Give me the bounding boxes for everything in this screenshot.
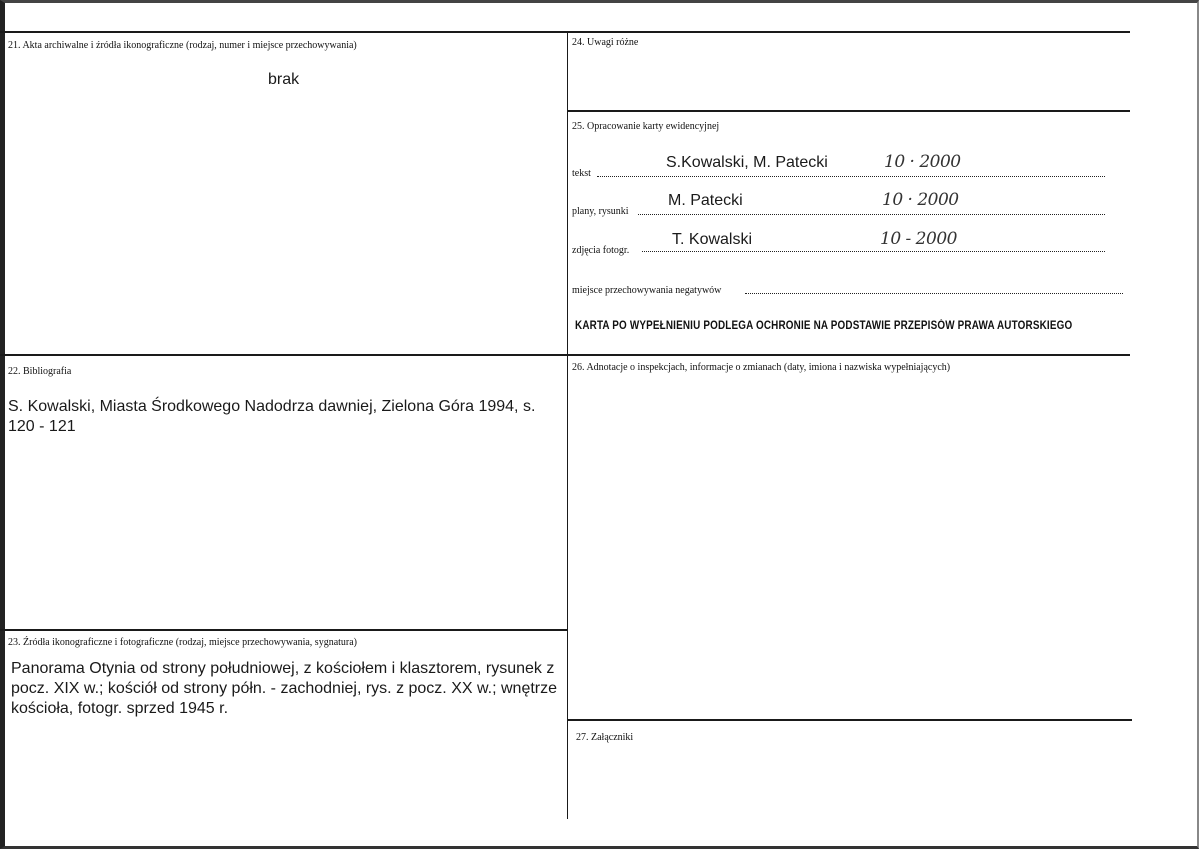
field-22-value: S. Kowalski, Miasta Środkowego Nadodrza dawniej, Zielona Góra 1994, s. 120 - 121 — [8, 398, 536, 435]
row-tekst-date: 10 · 2000 — [884, 152, 961, 172]
row-zdjecia-value[interactable]: T. Kowalski — [672, 231, 753, 248]
rule-21-22 — [0, 354, 1130, 356]
field-21-label: 21. Akta archiwalne i źródła ikonograficzne (rodzaj, numer i miejsce przechowywania) — [8, 40, 357, 51]
field-21-value: brak — [268, 71, 300, 88]
rule-22-23 — [0, 629, 567, 631]
negatives-dots[interactable] — [745, 293, 1123, 294]
negatives-label: miejsce przechowywania negatywów — [572, 285, 722, 296]
row-zdjecia-dots — [642, 251, 1105, 252]
field-27-label: 27. Załączniki — [576, 732, 634, 743]
row-tekst-value[interactable]: S.Kowalski, M. Patecki — [666, 154, 828, 171]
row-plany-dots — [638, 214, 1105, 215]
row-tekst-label: tekst — [572, 168, 591, 179]
rule-24-25 — [567, 110, 1130, 112]
field-22-label: 22. Bibliografia — [8, 366, 72, 377]
field-24-label: 24. Uwagi różne — [572, 37, 639, 48]
field-23-label: 23. Źródła ikonograficzne i fotograficzne (rodzaj, miejsce przechowywania, sygnatura) — [8, 637, 358, 648]
rule-26-27 — [567, 719, 1132, 721]
field-26-label: 26. Adnotacje o inspekcjach, informacje o zmianach (daty, imiona i nazwiska wypełniających) — [572, 362, 951, 373]
row-plany-value[interactable]: M. Patecki — [668, 192, 743, 209]
field-25-label: 25. Opracowanie karty ewidencyjnej — [572, 121, 720, 132]
row-plany-label: plany, rysunki — [572, 206, 629, 217]
center-divider — [567, 31, 568, 819]
top-rule — [0, 31, 1130, 33]
row-plany-date: 10 · 2000 — [882, 190, 959, 210]
row-zdjecia-date: 10 - 2000 — [880, 229, 957, 249]
field-23-value: Panorama Otynia od strony południowej, z kościołem i klasztorem, rysunek z pocz. XIX w.; kościół od strony półn. - zachodniej, rys. z pocz. XX w.; wnętrze kościoła, fotogr. sprzed 1945 r. — [11, 660, 558, 717]
row-zdjecia-label: zdjęcia fotogr. — [572, 245, 630, 256]
copyright-notice: KARTA PO WYPEŁNIENIU PODLEGA OCHRONIE NA PODSTAWIE PRZEPISÓW PRAWA AUTORSKIEGO — [575, 320, 1073, 332]
row-tekst-dots — [597, 176, 1105, 177]
